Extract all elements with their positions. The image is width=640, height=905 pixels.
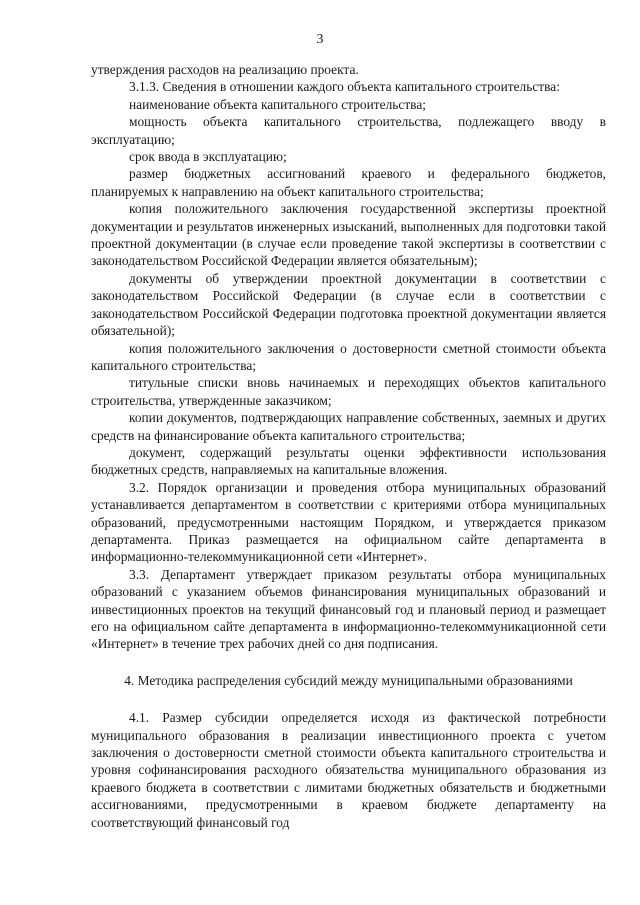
paragraph: утверждения расходов на реализацию проекта. [91,62,359,77]
paragraph: размер бюджетных ассигнований краевого и федерального бюджетов, планируемых к направлению на объект капитального строительства; [91,166,606,199]
paragraph: документ, содержащий результаты оценки эффективности использования бюджетных средств, направляемых на капитальные вложения. [91,444,606,478]
paragraph: копия положительного заключения государственной экспертизы проектной документации и результатов инженерных изысканий, выполненных для подготовки такой проектной документации (в случае если проведение такой экспертизы в соответствии с законодательством Российской Федерации является обязательным); [91,201,606,269]
paragraph: документы об утверждении проектной документации в соответствии с законодательством Российской Федерации (в случае если в соответствии с законодательством Российской Федерации подготовка проектной документации является обязательной); [91,270,606,339]
section-3-text [91,61,606,653]
paragraph: копия положительного заключения о достоверности сметной стоимости объекта капитального строительства; [91,340,606,373]
paragraph: 4.1. Размер субсидии определяется исходя из фактической потребности муниципального образования в реализации инвестиционного проекта с учетом заключения о достоверности сметной стоимости объекта капитального строительства и уровня софинансирования расходного обязательства муниципального образования из краевого бюджета в соответствии с лимитами бюджетных обязательств и бюджетными ассигнованиями, предусмотренными в краевом бюджете департаменту на соответствующий финансовый год [91,710,606,830]
paragraph: срок ввода в эксплуатацию; [129,149,287,165]
paragraph: 3.2. Порядок организации и проведения отбора муниципальных образований устанавливается департаментом в соответствии с критериями отбора муниципальных образований, предусмотренными настоящим Порядком, и утверждается приказом департамента. Приказ размещается на официальном сайте департамента в информационно-телекоммуникационной сети «Интернет». [91,479,606,565]
document-body [91,61,606,831]
section-4-text [91,709,606,831]
paragraph: копии документов, подтверждающих направление собственных, заемных и других средств на финансирование объекта капитального строительства; [91,410,606,443]
paragraph: титульные списки вновь начинаемых и переходящих объектов капитального строительства, утвержденные заказчиком; [91,375,606,408]
section-4-heading: 4. Методика распределения субсидий между муниципальными образованиями [124,672,573,688]
page-number: 3 [316,32,324,47]
paragraph: 3.3. Департамент утверждает приказом результаты отбора муниципальных образований с указанием объемов финансирования муниципальных образований и инвестиционных проектов на текущий финансовый год и плановый период и размещает его на официальном сайте департамента в информационно-телекоммуникационной сети «Интернет» в течение трех рабочих дней со дня подписания. [91,566,606,652]
paragraph: мощность объекта капитального строительства, подлежащего вводу в эксплуатацию; [91,114,606,147]
paragraph: 3.1.3. Сведения в отношении каждого объекта капитального строительства: [129,79,560,95]
paragraph: наименование объекта капитального строительства; [129,96,426,112]
